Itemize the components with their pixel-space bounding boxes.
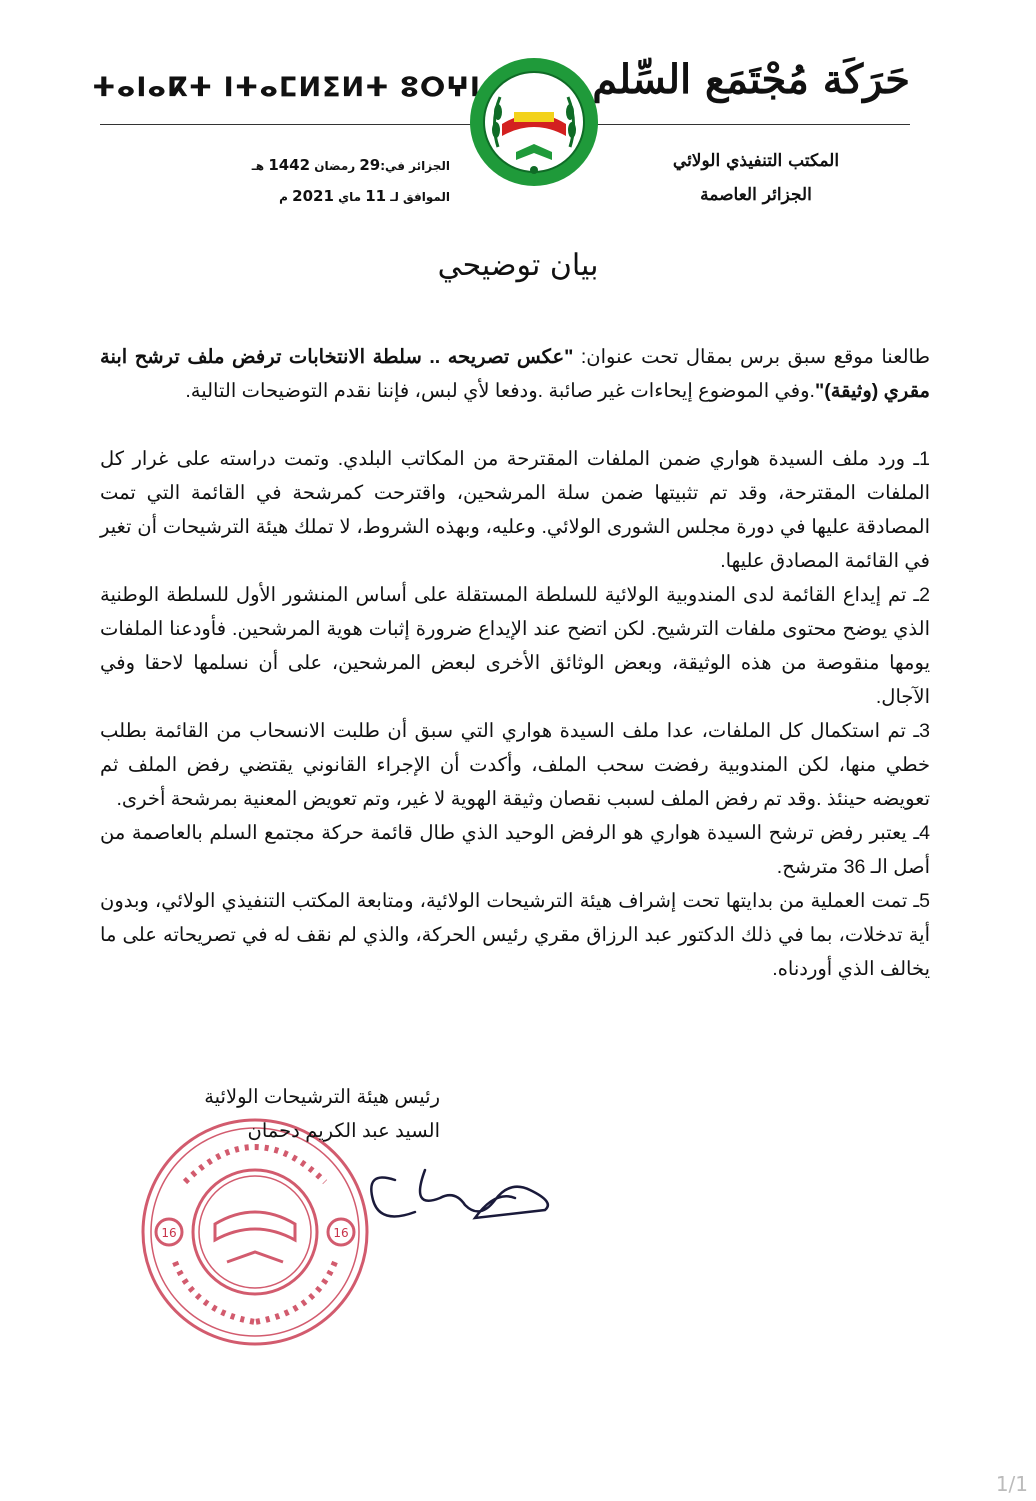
date-hijri-prefix: الجزائر في: <box>380 159 450 173</box>
date-hijri-suffix: هـ <box>251 159 269 173</box>
date-greg-suffix: م <box>279 190 293 204</box>
party-logo-icon <box>468 52 600 194</box>
office-name: المكتب التنفيذي الولائي <box>672 151 840 171</box>
intro-text-end: .وفي الموضوع إيحاءات غير صائبة .ودفعا لأي لبس، فإننا نقدم التوضيحات التالية. <box>185 380 815 402</box>
issuing-office <box>626 144 886 212</box>
clarification-item-3: 3ـ تم استكمال كل الملفات، عدا ملف السيدة هواري التي سبق أن طلبت الانسحاب من القائمة بطلب خطي منها، لكن المندوبية رفضت سحب الملف، وأكدت أن الإجراء القانوني يقتضي رفض الملف ثم تعويضه حينئذ .وقد تم رفض الملف لسبب نقصان وثيقة الهوية لا غير، وتم تعويض المعنية بمرشحة أخرى. <box>100 720 930 810</box>
date-greg-day: 11 <box>365 187 387 205</box>
date-gregorian <box>190 181 450 212</box>
signer-role: رئيس هيئة الترشيحات الولائية <box>204 1086 440 1108</box>
clarification-item-2: 2ـ تم إيداع القائمة لدى المندوبية الولائية للسلطة المستقلة على أساس المنشور الأول للسلطة الوطنية الذي يوضح محتوى ملفات الترشيح. لكن اتضح عند الإيداع ضرورة إثبات هوية المرشحين. فأودعنا الملفات يومها منقوصة من هذه الوثيقة، وبعض الوثائق الأخرى لبعض المرشحين، على أن نسلمها لاحقا وفي الآجال. <box>100 584 930 708</box>
date-hijri-month: رمضان <box>310 159 360 173</box>
intro-paragraph <box>100 340 930 408</box>
stamp-number-right: 16 <box>333 1226 349 1240</box>
signer-name: السيد عبد الكريم دحمان <box>247 1120 440 1142</box>
signature-block <box>110 1080 440 1148</box>
party-name-arabic: حَرَكَة مُجْتَمَع السِّلم <box>592 56 910 103</box>
office-city: الجزائر العاصمة <box>700 185 812 205</box>
clarification-item-5: 5ـ تمت العملية من بدايتها تحت إشراف هيئة الترشيحات الولائية، ومتابعة المكتب التنفيذي الولائي، وبدون أية تدخلات، بما في ذلك الدكتور عبد الرزاق مقري رئيس الحركة، والذي لم نقف له في تصريحاته على ما يخالف الذي أوردناه. <box>100 890 930 980</box>
document-date <box>190 150 450 212</box>
date-greg-year: 2021 <box>292 187 334 205</box>
clarification-item-1: 1ـ ورد ملف السيدة هواري ضمن الملفات المقترحة من المكاتب البلدي. وتمت دراسته على غرار كل الملفات المقترحة، وقد تم تثبيتها ضمن سلة المرشحين، واقترحت كمرشحة في القائمة التي تمت المصادقة عليها في دورة مجلس الشورى الولائي. وعليه، وبهذه الشروط، لا تملك هيئة الترشيحات أن تغير في القائمة المصادق عليها. <box>100 448 930 572</box>
date-hijri <box>190 150 450 181</box>
document-body <box>100 340 930 986</box>
stamp-number-left: 16 <box>161 1226 177 1240</box>
official-stamp-icon <box>135 1112 375 1352</box>
page-counter: 1/1 <box>995 1472 1028 1496</box>
date-greg-month: ماي <box>333 190 366 204</box>
date-hijri-day: 29 <box>359 156 381 174</box>
date-greg-prefix: الموافق لـ <box>386 190 450 204</box>
handwritten-signature-icon <box>355 1150 565 1240</box>
date-hijri-year: 1442 <box>268 156 311 174</box>
article-title-quote: "عكس تصريحه .. سلطة الانتخابات ترفض ملف ترشح ابنة مقري (وثيقة)" <box>100 346 930 402</box>
tifinagh-party-name: ⵜⴰⵏⴰⴽⵜ ⵏⵜⴰⵎⵍⵉⵍⵜ ⵓⵔⵖⵏ <box>92 72 481 103</box>
intro-text-start: طالعنا موقع سبق برس بمقال تحت عنوان: <box>573 346 930 368</box>
document-title: بيان توضيحي <box>437 248 599 283</box>
clarification-item-4: 4ـ يعتبر رفض ترشح السيدة هواري هو الرفض الوحيد الذي طال قائمة حركة مجتمع السلم بالعاصمة من أصل الـ 36 مترشح. <box>100 822 930 878</box>
